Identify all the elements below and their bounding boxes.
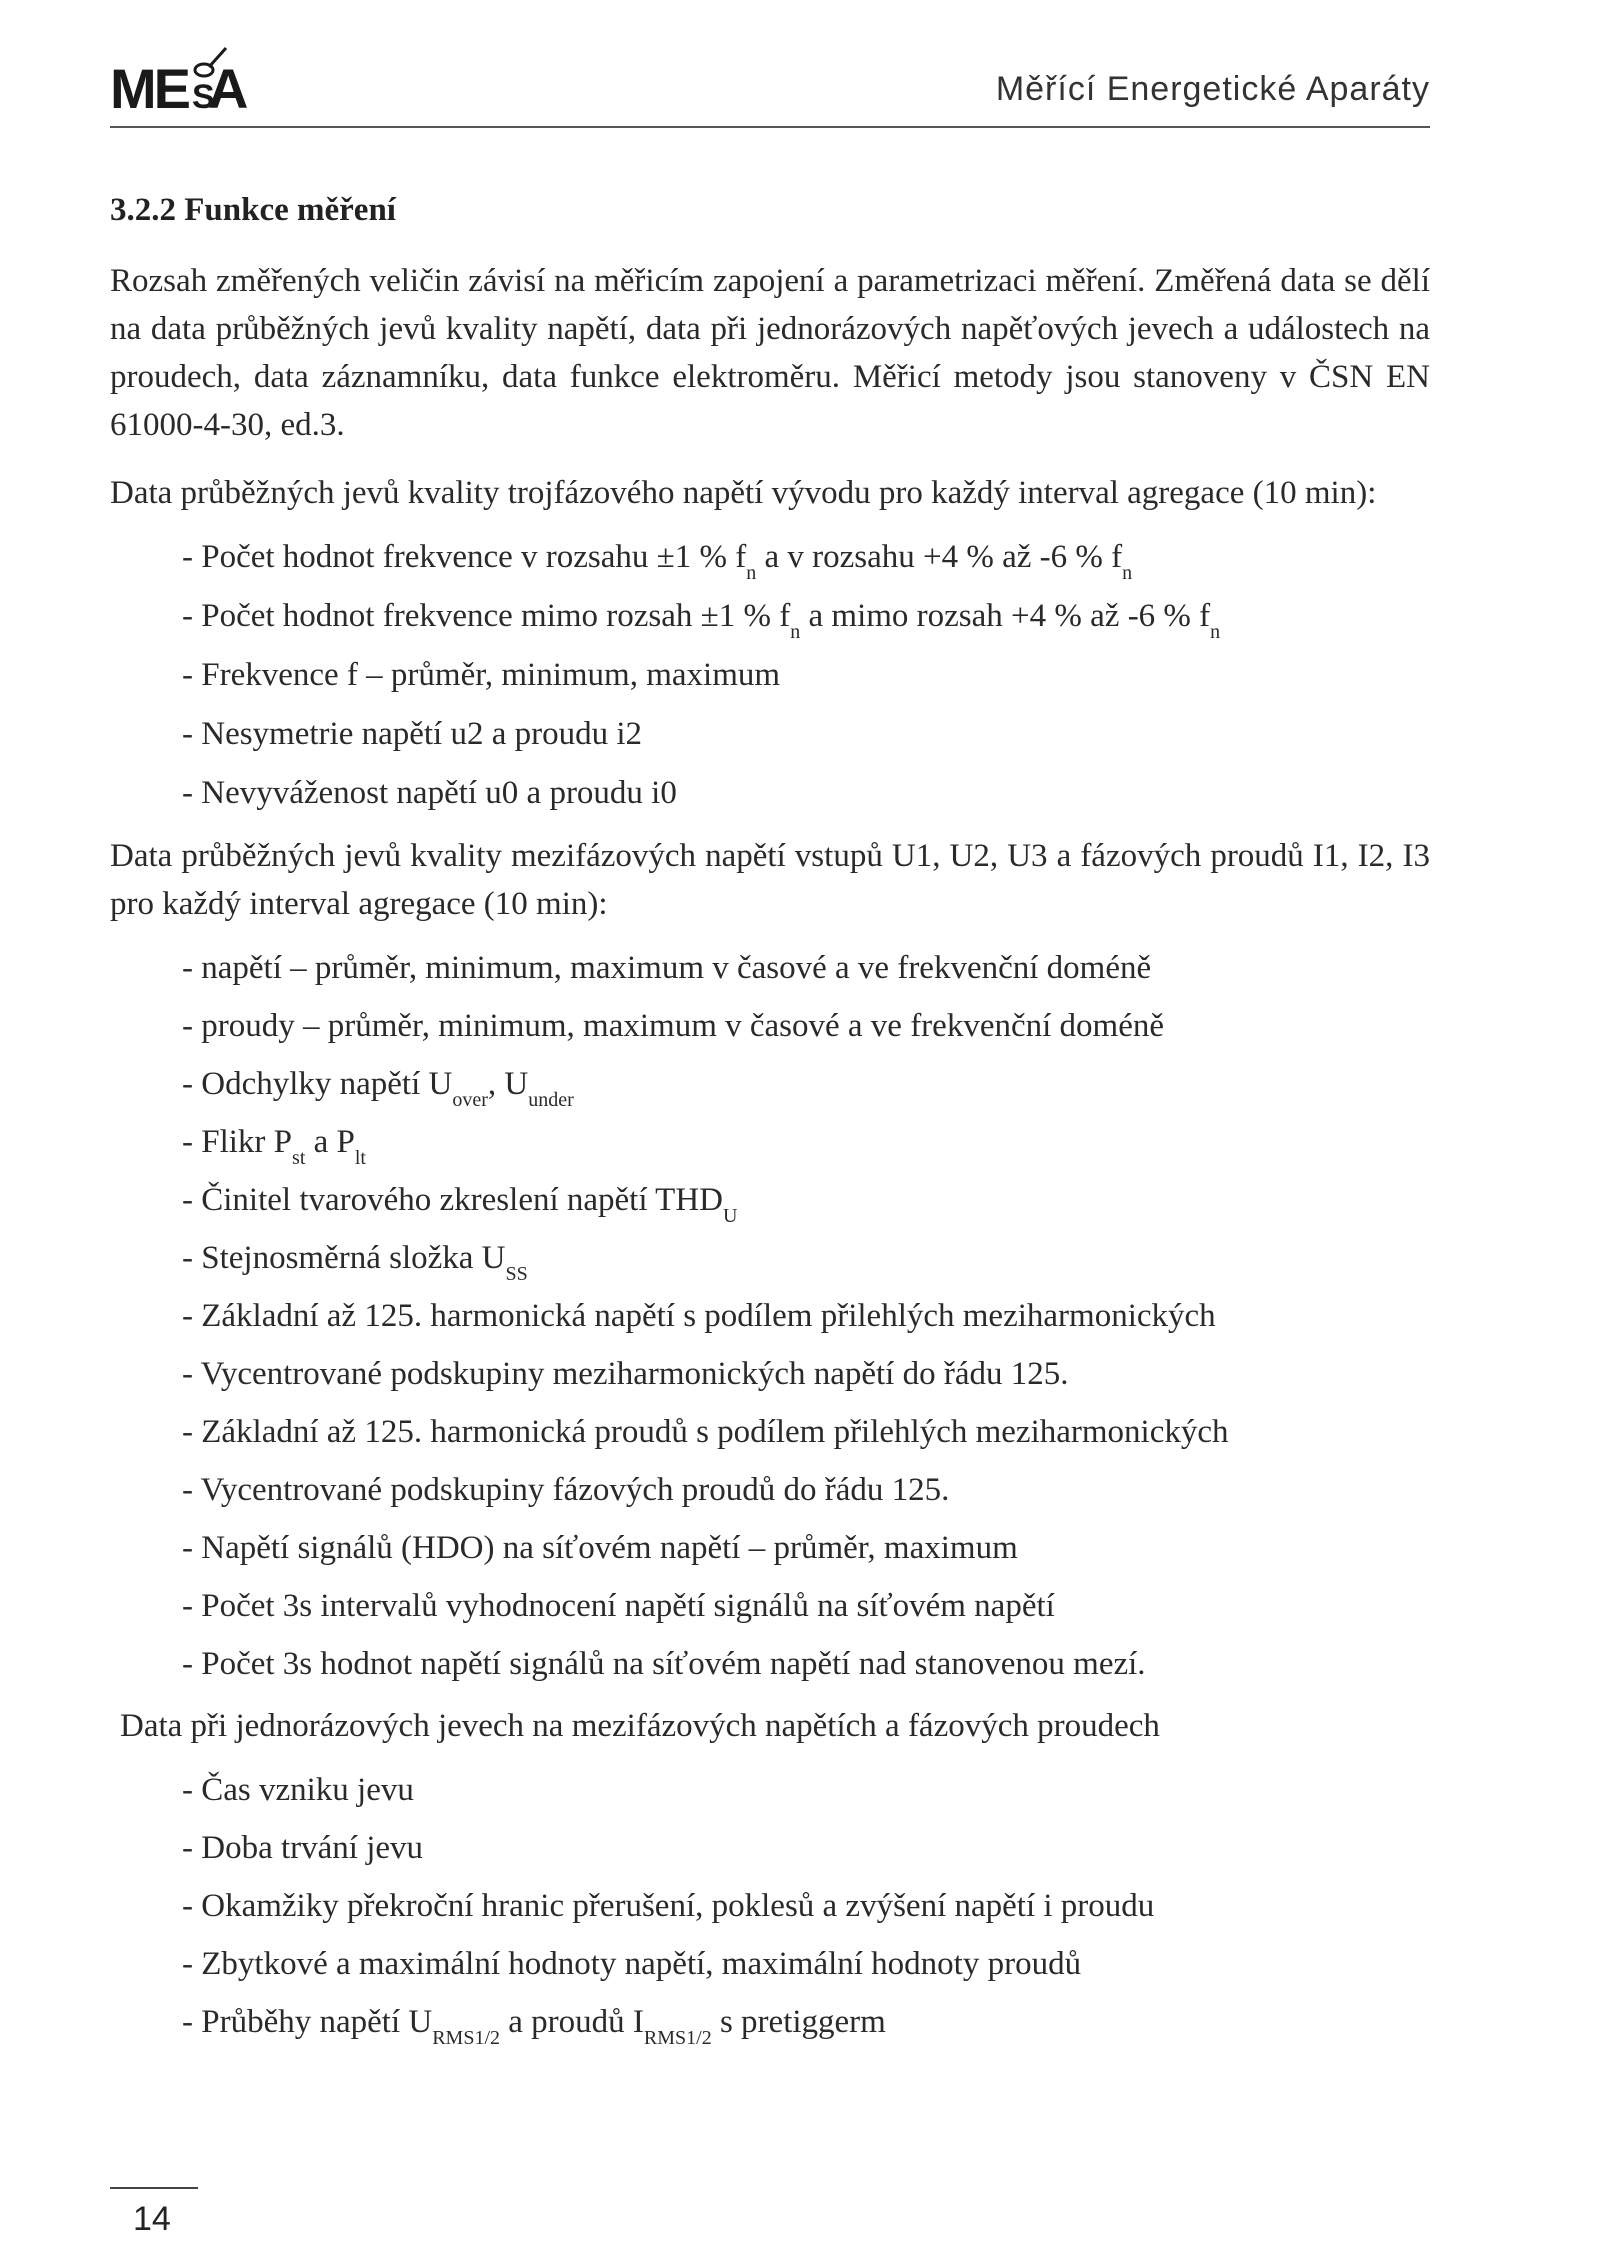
list-item: - Odchylky napětí $U_{over}$, $U_{under}$ — [182, 1066, 574, 1111]
mega-logo — [110, 40, 260, 120]
page-header — [110, 30, 1430, 128]
svg-text:A: A — [208, 57, 249, 120]
group3-intro: Data při jednorázových jevech na mezifázových napětích a fázových proudech — [120, 1708, 1160, 1744]
svg-text:ME: ME — [110, 57, 188, 120]
list-item: - Nesymetrie napětí u2 a proudu i2 — [182, 716, 643, 752]
main-content — [110, 180, 1430, 2060]
page-number: 14 — [133, 2200, 171, 2238]
list-item: - Počet 3s intervalů vyhodnocení napětí signálů na síťovém napětí — [182, 1588, 1055, 1624]
list-item: - Okamžiky překroční hranic přerušení, poklesů a zvýšení napětí i proudu — [182, 1888, 1155, 1924]
group3-list — [110, 1770, 1430, 2049]
list-item: - Flikr $P_{st}$ a $P_{lt}$ — [182, 1124, 366, 1169]
list-item: - napětí – průměr, minimum, maximum v časové a ve frekvenční doméně — [182, 950, 1152, 986]
footer-divider — [110, 2187, 198, 2189]
list-item: - proudy – průměr, minimum, maximum v časové a ve frekvenční doméně — [182, 1008, 1164, 1044]
group1-list — [110, 537, 1430, 813]
list-item: - Počet hodnot frekvence v rozsahu ±1 % $f_n$ a v rozsahu +4 % až -6 % $f_n$ — [182, 539, 1133, 584]
group1-intro: Data průběžných jevů kvality trojfázového napětí vývodu pro každý interval agregace (10 min): — [110, 475, 1377, 511]
list-item: - Počet hodnot frekvence mimo rozsah ±1 % $f_n$ a mimo rozsah +4 % až -6 % $f_n$ — [182, 598, 1221, 643]
list-item: - Zbytkové a maximální hodnoty napětí, maximální hodnoty proudů — [182, 1946, 1082, 1982]
list-item: - Čas vzniku jevu — [182, 1772, 414, 1808]
list-item: - Vycentrované podskupiny fázových proudů do řádu 125. — [182, 1472, 950, 1508]
list-item: - Frekvence f – průměr, minimum, maximum — [182, 657, 781, 693]
svg-text:S: S — [192, 78, 215, 116]
intro-paragraph: Rozsah změřených veličin závisí na měřicím zapojení a parametrizaci měření. Změřená data se dělí na data průběžných jevů kvality napětí, data při jednorázových napěťových jevech a událostech na proudech, data záznamníku, data funkce elektroměru. Měřicí metody jsou stanoveny v ČSN EN 61000-4-30, ed.3. — [110, 263, 1430, 443]
list-item: - Doba trvání jevu — [182, 1830, 424, 1866]
list-item: - Napětí signálů (HDO) na síťovém napětí – průměr, maximum — [182, 1530, 1018, 1566]
group2-intro: Data průběžných jevů kvality mezifázových napětí vstupů U1, U2, U3 a fázových proudů I1, I2, I3 pro každý interval agregace (10 min): — [110, 838, 1430, 922]
list-item: - Základní až 125. harmonická napětí s podílem přilehlých meziharmonických — [182, 1298, 1216, 1334]
group2-list — [110, 948, 1430, 1684]
header-title: Měřící Energetické Aparáty — [995, 70, 1430, 108]
section-title: 3.2.2 Funkce měření — [110, 192, 396, 228]
list-item: - Činitel tvarového zkreslení napětí $THD_U$ — [182, 1182, 738, 1227]
list-item: - Stejnosměrná složka $U_{SS}$ — [182, 1240, 528, 1285]
list-item: - Počet 3s hodnot napětí signálů na síťovém napětí nad stanovenou mezí. — [182, 1646, 1146, 1682]
list-item: - Průběhy napětí $U_{RMS1/2}$ a proudů $I_{RMS1/2}$ s pretiggerm — [182, 2004, 886, 2049]
list-item: - Vycentrované podskupiny meziharmonických napětí do řádu 125. — [182, 1356, 1069, 1392]
list-item: - Nevyváženost napětí u0 a proudu i0 — [182, 775, 677, 811]
list-item: - Základní až 125. harmonická proudů s podílem přilehlých meziharmonických — [182, 1414, 1229, 1450]
